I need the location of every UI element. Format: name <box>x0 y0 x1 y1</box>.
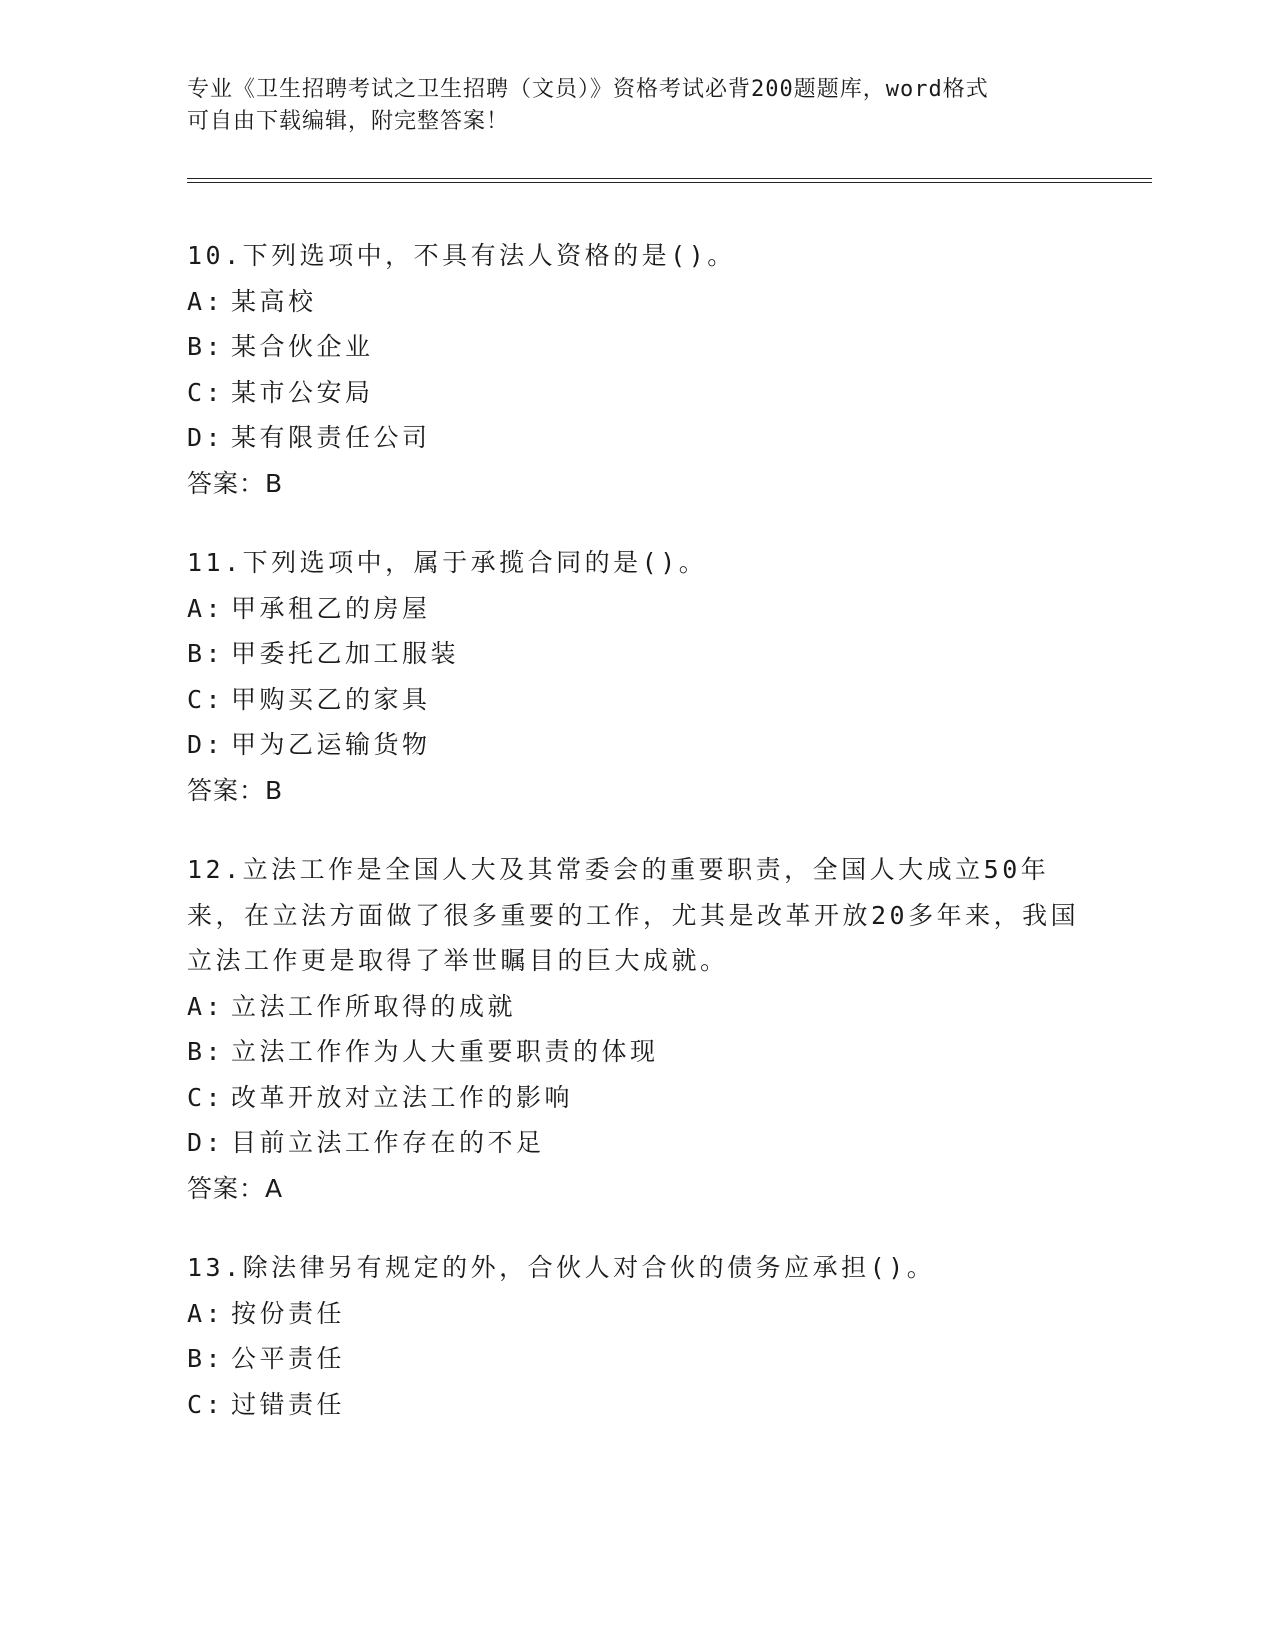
question-10 <box>187 233 1087 506</box>
option-letter: B: <box>187 1344 225 1373</box>
option-b <box>187 631 1087 677</box>
option-text: 某有限责任公司 <box>231 423 431 452</box>
question-stem: 12.立法工作是全国人大及其常委会的重要职责，全国人大成立50年来，在立法方面做了很多重要的工作，尤其是改革开放20多年来，我国立法工作更是取得了举世瞩目的巨大成就。 <box>187 855 1080 975</box>
option-letter: B: <box>187 332 225 361</box>
option-text: 目前立法工作存在的不足 <box>231 1128 545 1157</box>
option-c <box>187 677 1087 723</box>
option-text: 甲购买乙的家具 <box>231 684 431 714</box>
option-letter: D: <box>187 423 225 452</box>
option-letter: D: <box>187 730 225 759</box>
option-b <box>187 1029 1087 1075</box>
option-letter: C: <box>187 377 225 407</box>
question-stem: 10.下列选项中，不具有法人资格的是()。 <box>187 241 736 270</box>
option-text: 立法工作作为人大重要职责的体现 <box>231 1037 659 1066</box>
option-text: 改革开放对立法工作的影响 <box>231 1082 574 1112</box>
option-text: 甲为乙运输货物 <box>231 730 431 759</box>
option-letter: D: <box>187 1128 225 1157</box>
header-line-2: 可自由下载编辑，附完整答案！ <box>187 109 510 134</box>
header-divider-top <box>187 178 1152 179</box>
document-header <box>187 74 1087 138</box>
option-text: 某市公安局 <box>231 377 374 407</box>
option-text: 甲委托乙加工服装 <box>231 639 460 668</box>
option-text: 甲承租乙的房屋 <box>231 593 431 623</box>
option-text: 某高校 <box>231 286 317 316</box>
option-letter: A: <box>187 593 225 623</box>
option-b <box>187 324 1087 370</box>
header-line-1: 专业《卫生招聘考试之卫生招聘（文员）》资格考试必背200题题库，word格式 <box>187 77 989 102</box>
option-d <box>187 1120 1087 1166</box>
answer-line: 答案：B <box>187 775 284 805</box>
option-text: 公平责任 <box>231 1344 346 1373</box>
option-a <box>187 1291 1087 1337</box>
option-text: 立法工作所取得的成就 <box>231 991 517 1021</box>
option-text: 某合伙企业 <box>231 332 374 361</box>
option-letter: C: <box>187 1082 225 1112</box>
option-letter: C: <box>187 1389 225 1419</box>
question-list <box>187 233 1087 1461</box>
option-b <box>187 1336 1087 1382</box>
option-d <box>187 415 1087 461</box>
question-12 <box>187 847 1087 1211</box>
option-text: 过错责任 <box>231 1389 346 1419</box>
answer-line: 答案：A <box>187 1173 284 1203</box>
question-13 <box>187 1245 1087 1427</box>
option-text: 按份责任 <box>231 1298 346 1328</box>
option-a <box>187 984 1087 1030</box>
option-a <box>187 279 1087 325</box>
question-stem: 13.除法律另有规定的外，合伙人对合伙的债务应承担()。 <box>187 1253 936 1282</box>
option-c <box>187 1382 1087 1428</box>
question-stem: 11.下列选项中，属于承揽合同的是()。 <box>187 548 708 577</box>
option-letter: A: <box>187 991 225 1021</box>
option-c <box>187 370 1087 416</box>
option-letter: A: <box>187 286 225 316</box>
option-c <box>187 1075 1087 1121</box>
option-letter: B: <box>187 1037 225 1066</box>
option-letter: C: <box>187 684 225 714</box>
header-divider-bottom <box>187 182 1152 183</box>
option-letter: A: <box>187 1298 225 1328</box>
answer-line: 答案：B <box>187 468 284 498</box>
option-d <box>187 722 1087 768</box>
option-a <box>187 586 1087 632</box>
option-letter: B: <box>187 639 225 668</box>
question-11 <box>187 540 1087 813</box>
